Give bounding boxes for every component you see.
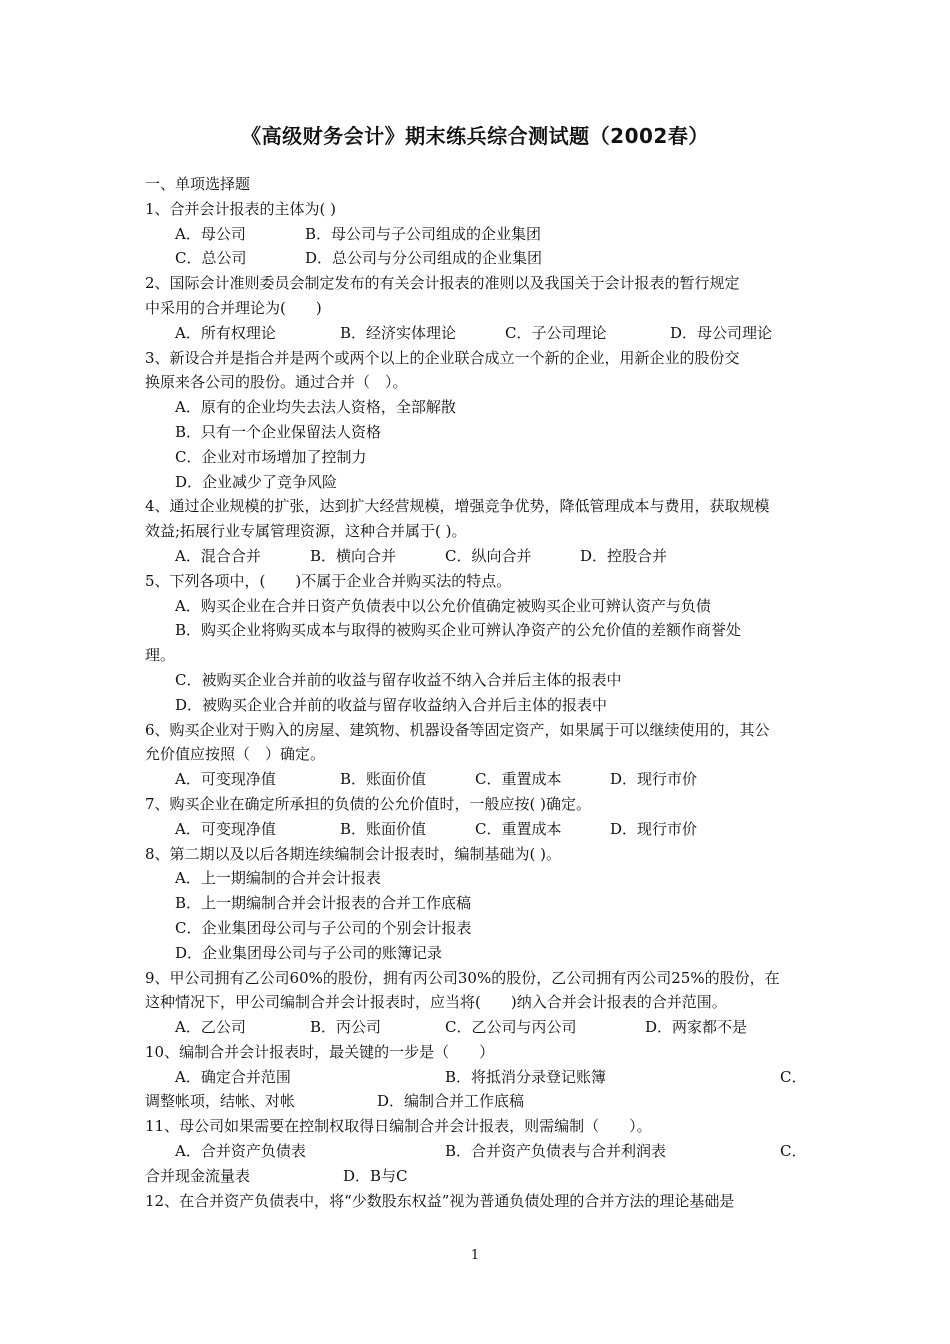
question-3-stem-line1: 3、新设合并是指合并是两个或两个以上的企业联合成立一个新的企业，用新企业的股份交 xyxy=(145,348,740,367)
option-c: C． xyxy=(780,1142,807,1161)
question-7-stem: 7、购买企业在确定所承担的负债的公允价值时，一般应按( )确定。 xyxy=(145,794,592,813)
question-1-options-row1 xyxy=(145,222,810,247)
question-4-options xyxy=(145,544,810,569)
option-d: D．控股合并 xyxy=(580,546,668,565)
option-a: A．合并资产负债表 xyxy=(175,1142,306,1161)
option-c: C．总公司 xyxy=(175,249,247,268)
question-12-stem: 12、在合并资产负债表中，将“少数股东权益”视为普通负债处理的合并方法的理论基础是 xyxy=(145,1191,735,1210)
option-d: D．企业减少了竞争风险 xyxy=(175,472,338,491)
option-a: A．上一期编制的合并会计报表 xyxy=(175,869,381,888)
option-b: B．母公司与子公司组成的企业集团 xyxy=(305,224,542,243)
question-10-options-row2 xyxy=(145,1089,810,1114)
option-c: C．企业集团母公司与子公司的个别会计报表 xyxy=(175,918,472,937)
option-d: D．母公司理论 xyxy=(670,323,773,342)
option-c: C．子公司理论 xyxy=(505,323,607,342)
question-10-options-row1 xyxy=(145,1065,810,1090)
question-4-stem-line2: 效益;拓展行业专属管理资源，这种合并属于( )。 xyxy=(145,522,467,541)
question-7-options xyxy=(145,817,810,842)
question-10-stem: 10、编制合并会计报表时，最关键的一步是（ ） xyxy=(145,1042,495,1061)
option-b: B．经济实体理论 xyxy=(340,323,457,342)
question-2-stem-line2: 中采用的合并理论为( ) xyxy=(145,298,322,317)
option-d: D．企业集团母公司与子公司的账簿记录 xyxy=(175,943,443,962)
option-b: B．将抵消分录登记账簿 xyxy=(445,1067,607,1086)
option-c: C．重置成本 xyxy=(475,819,562,838)
page-number: 1 xyxy=(470,1248,480,1263)
option-d: D．被购买企业合并前的收益与留存收益纳入合并后主体的报表中 xyxy=(175,695,608,714)
question-8-stem: 8、第二期以及以后各期连续编制会计报表时，编制基础为( )。 xyxy=(145,844,562,863)
option-a: A．混合合并 xyxy=(175,546,261,565)
option-b: B．账面价值 xyxy=(340,819,427,838)
option-c-continued: 调整帐项，结帐、对帐 xyxy=(145,1092,296,1111)
question-4-stem-line1: 4、通过企业规模的扩张，达到扩大经营规模，增强竞争优势，降低管理成本与费用，获取规模 xyxy=(145,497,770,516)
question-6-stem-line1: 6、购买企业对于购入的房屋、建筑物、机器设备等固定资产，如果属于可以继续使用的，其公 xyxy=(145,720,770,739)
question-3-stem-line2: 换原来各公司的股份。通过合并（ ）。 xyxy=(145,373,408,392)
option-c: C．企业对市场增加了控制力 xyxy=(175,447,367,466)
option-a: A．母公司 xyxy=(175,224,246,243)
option-c: C．纵向合并 xyxy=(445,546,532,565)
option-a: A．购买企业在合并日资产负债表中以公允价值确定被购买企业可辨认资产与负债 xyxy=(175,596,711,615)
option-b: B．合并资产负债表与合并利润表 xyxy=(445,1142,667,1161)
question-list xyxy=(145,172,810,1213)
question-11-options-row2 xyxy=(145,1164,810,1189)
section-heading: 一、单项选择题 xyxy=(145,175,251,193)
option-b: B．丙公司 xyxy=(310,1018,382,1037)
option-d: D．B与C xyxy=(343,1166,408,1185)
question-11-stem: 11、母公司如果需要在控制权取得日编制合并会计报表，则需编制（ ）。 xyxy=(145,1117,652,1136)
option-c: C．重置成本 xyxy=(475,770,562,789)
question-2-options xyxy=(145,321,810,346)
question-6-stem-line2: 允价值应按照（ ）确定。 xyxy=(145,745,326,764)
option-a: A．确定合并范围 xyxy=(175,1067,291,1086)
question-9-stem-line2: 这种情况下，甲公司编制合并会计报表时，应当将( )纳入合并会计报表的合并范围。 xyxy=(145,993,727,1012)
option-b-line2: 理。 xyxy=(145,646,176,665)
option-c: C．被购买企业合并前的收益与留存收益不纳入合并后主体的报表中 xyxy=(175,670,622,689)
question-11-options-row1 xyxy=(145,1139,810,1164)
option-b: B．横向合并 xyxy=(310,546,397,565)
option-a: A．乙公司 xyxy=(175,1018,246,1037)
option-b: B．上一期编制合并会计报表的合并工作底稿 xyxy=(175,894,472,913)
question-9-options xyxy=(145,1015,810,1040)
option-d: D．现行市价 xyxy=(610,819,698,838)
option-d: D．总公司与分公司组成的企业集团 xyxy=(305,249,543,268)
document-title: 《高级财务会计》期末练兵综合测试题（2002春） xyxy=(241,124,709,148)
question-1-stem: 1、合并会计报表的主体为( ) xyxy=(145,199,337,218)
option-b-line1: B．购买企业将购买成本与取得的被购买企业可辨认净资产的公允价值的差额作商誉处 xyxy=(175,621,742,640)
question-6-options xyxy=(145,767,810,792)
option-c: C． xyxy=(780,1067,807,1086)
option-c-continued: 合并现金流量表 xyxy=(145,1166,251,1185)
option-d: D．编制合并工作底稿 xyxy=(377,1092,525,1111)
question-2-stem-line1: 2、国际会计准则委员会制定发布的有关会计报表的准则以及我国关于会计报表的暂行规定 xyxy=(145,274,740,293)
option-a: A．所有权理论 xyxy=(175,323,276,342)
question-1-options-row2 xyxy=(145,246,810,271)
option-d: D．现行市价 xyxy=(610,770,698,789)
question-9-stem-line1: 9、甲公司拥有乙公司60%的股份，拥有丙公司30%的股份，乙公司拥有丙公司25%的股份，在 xyxy=(145,968,780,987)
option-c: C．乙公司与丙公司 xyxy=(445,1018,577,1037)
option-a: A．可变现净值 xyxy=(175,819,276,838)
option-b: B．只有一个企业保留法人资格 xyxy=(175,422,382,441)
option-a: A．原有的企业均失去法人资格，全部解散 xyxy=(175,398,456,417)
option-a: A．可变现净值 xyxy=(175,770,276,789)
question-5-stem: 5、下列各项中，( )不属于企业合并购买法的特点。 xyxy=(145,571,512,590)
option-b: B．账面价值 xyxy=(340,770,427,789)
option-d: D．两家都不是 xyxy=(645,1018,748,1037)
